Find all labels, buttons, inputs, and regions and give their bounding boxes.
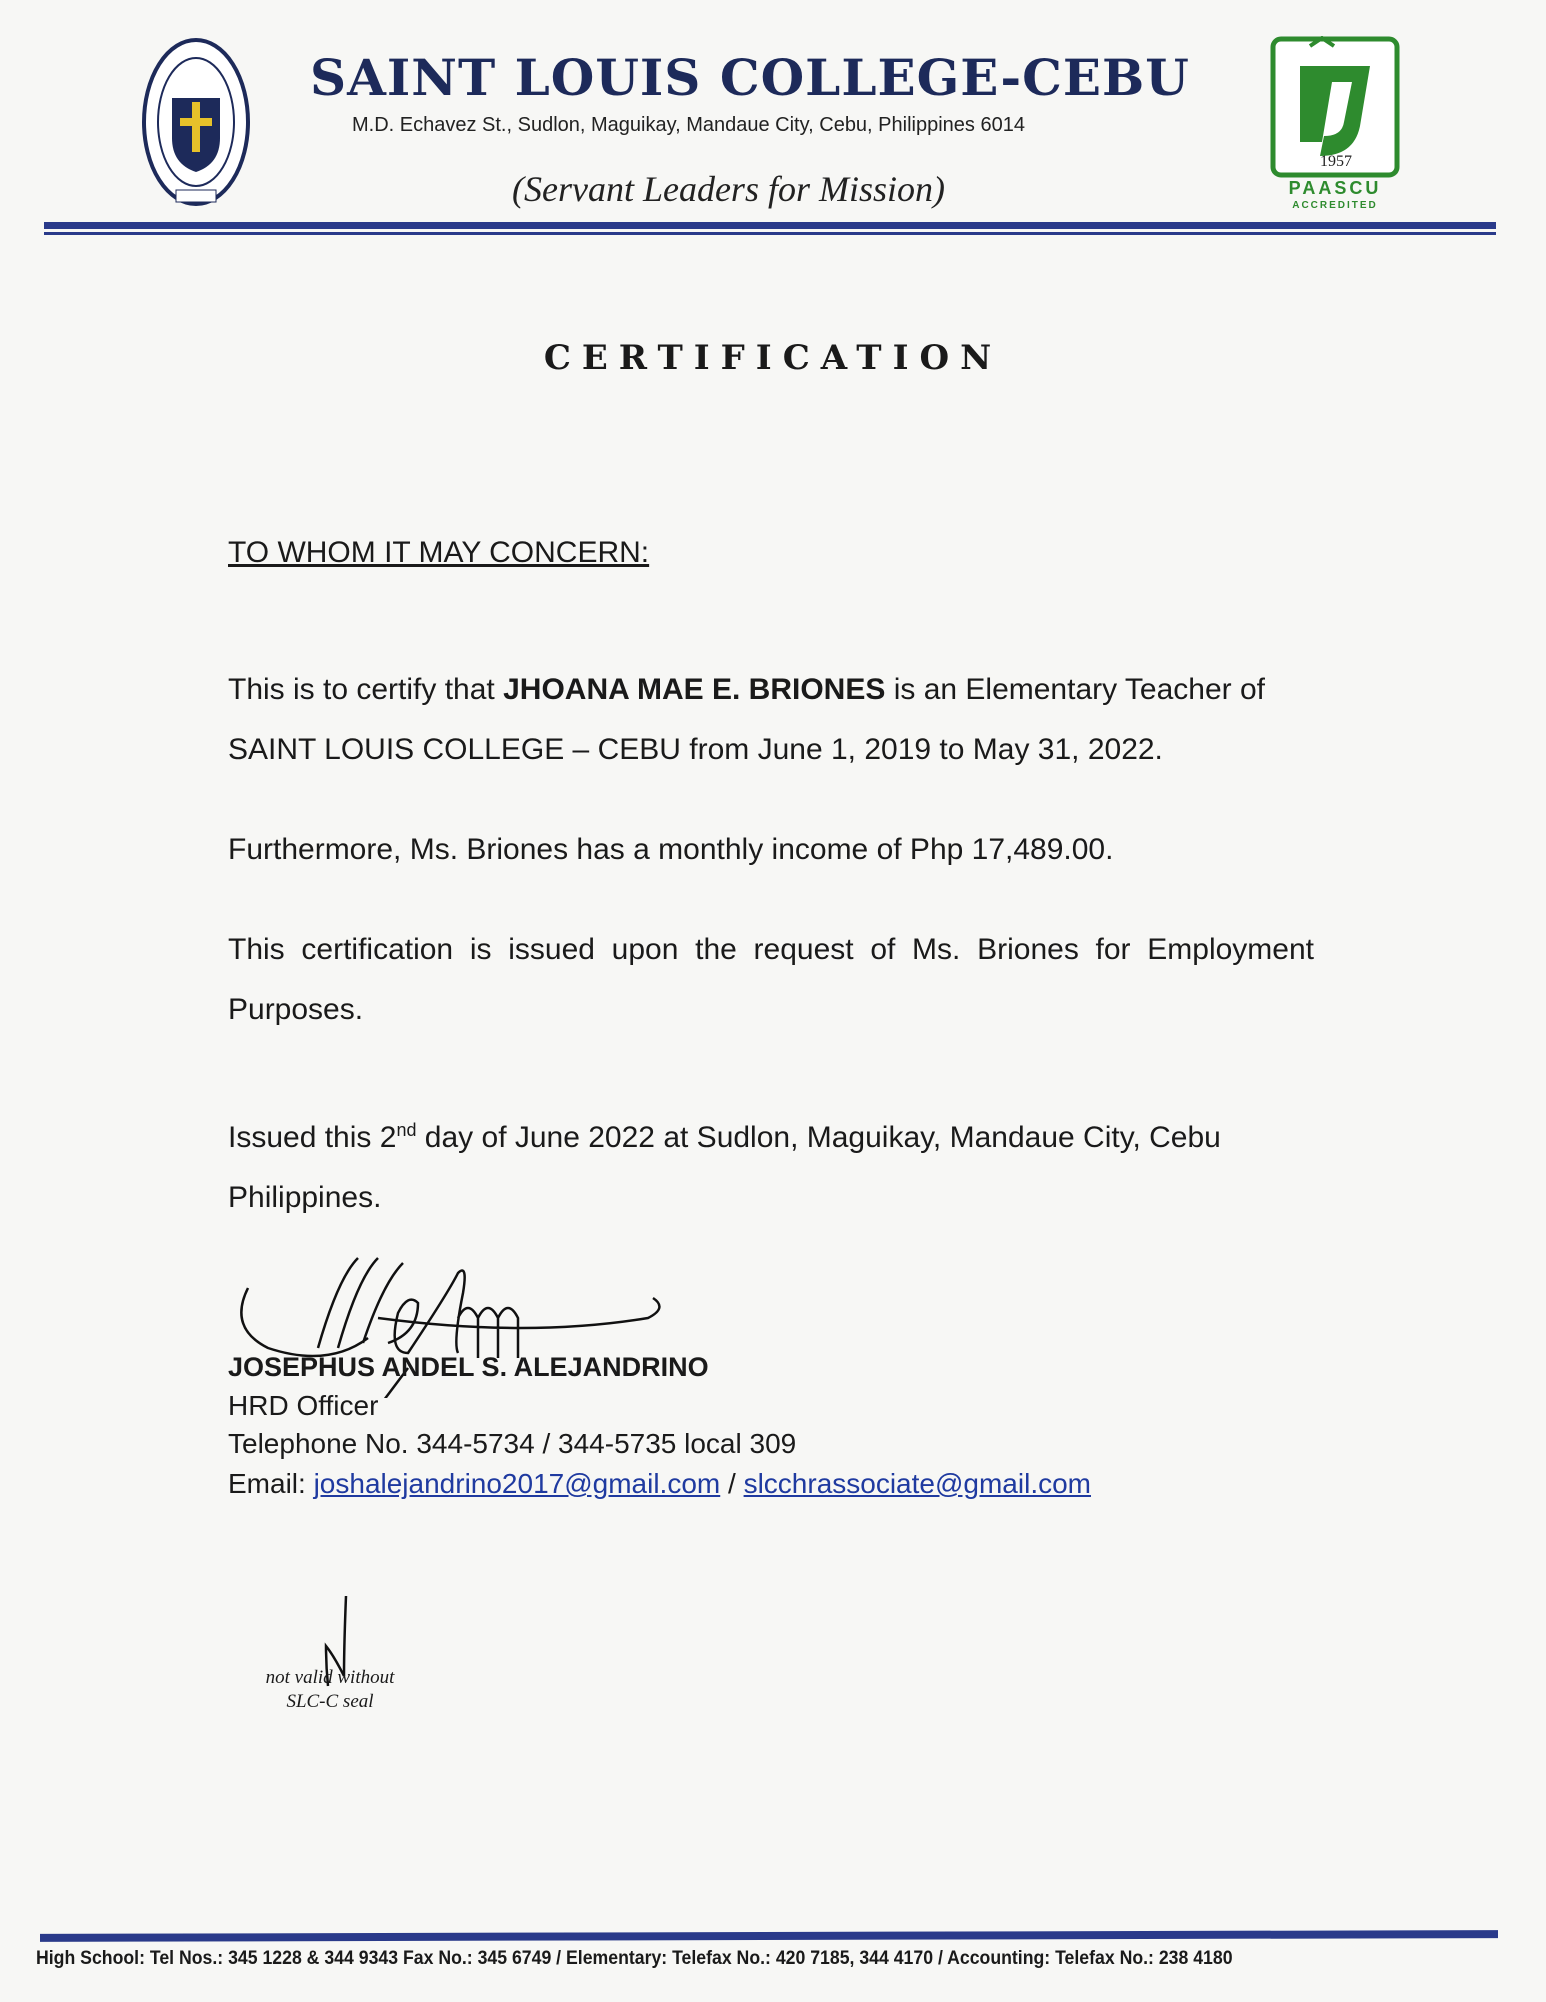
college-seal-logo <box>140 36 252 208</box>
footer-contacts: High School: Tel Nos.: 345 1228 & 344 9343 Fax No.: 345 6749 / Elementary: Telefax No.: 420 7185, 344 4170 / Accounting: Telefax No.: 238 4180 <box>36 1948 1233 1969</box>
header-divider-thin <box>44 232 1496 235</box>
institution-address: M.D. Echavez St., Sudlon, Maguikay, Mandaue City, Cebu, Philippines 6014 <box>352 114 1025 136</box>
signatory-telephone: Telephone No. 344-5734 / 344-5735 local 309 <box>228 1428 797 1459</box>
email-label: Email: <box>228 1468 314 1499</box>
p1-text: This is to certify that <box>228 673 504 706</box>
ordinal-suffix: nd <box>396 1120 417 1140</box>
p4-text-end: day of June 2022 at Sudlon, Maguikay, Mandaue City, Cebu Philippines. <box>228 1121 1221 1214</box>
header-divider <box>44 222 1496 229</box>
paascu-accreditation-logo <box>1270 36 1400 212</box>
salutation: TO WHOM IT MAY CONCERN: <box>228 536 650 569</box>
footer-divider <box>40 1930 1498 1942</box>
email-separator: / <box>720 1468 744 1499</box>
signatory-name: JOSEPHUS ANDEL S. ALEJANDRINO <box>228 1352 709 1382</box>
svg-text:1957: 1957 <box>1320 153 1352 170</box>
p4-text: Issued this 2 <box>228 1121 397 1154</box>
paragraph-issued <box>228 1100 1314 1228</box>
institution-name: SAINT LOUIS COLLEGE-CEBU <box>310 48 1190 107</box>
validity-note-line1: not valid without <box>265 1667 395 1688</box>
signatory-role: HRD Officer <box>228 1390 379 1421</box>
paragraph-income: Furthermore, Ms. Briones has a monthly income of Php 17,489.00. <box>228 833 1114 866</box>
validity-note-line2: SLC-C seal <box>286 1691 374 1712</box>
paragraph-purpose: This certification is issued upon the request of Ms. Briones for Employment Purposes. <box>228 933 1314 1026</box>
email-link-secondary[interactable]: slcchrassociate@gmail.com <box>743 1468 1091 1499</box>
employee-name: JHOANA MAE E. BRIONES <box>503 673 886 706</box>
institution-motto: (Servant Leaders for Mission) <box>512 169 945 209</box>
svg-text:ACCREDITED: ACCREDITED <box>1292 200 1378 211</box>
document-heading: CERTIFICATION <box>543 338 1003 378</box>
email-link-primary[interactable]: joshalejandrino2017@gmail.com <box>313 1468 721 1499</box>
paragraph-employment <box>228 660 1314 780</box>
svg-text:PAASCU: PAASCU <box>1288 178 1382 198</box>
signatory-email <box>228 1468 1091 1500</box>
validity-note <box>240 1666 420 1714</box>
p1-text-end: is an Elementary Teacher of SAINT LOUIS COLLEGE – CEBU from June 1, 2019 to May 31, 2022. <box>228 673 1266 766</box>
